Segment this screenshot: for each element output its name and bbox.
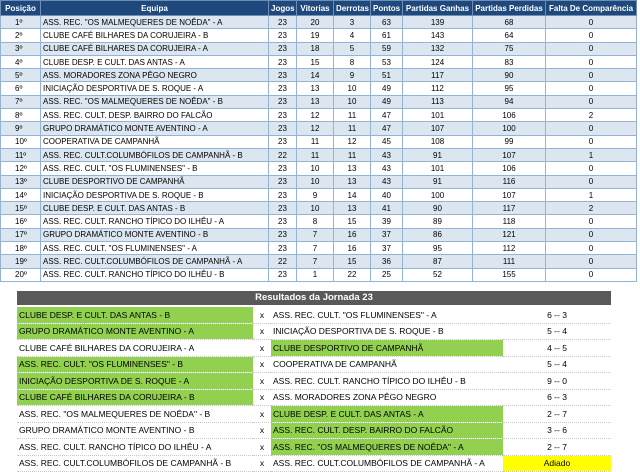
row-matches-won: 91 [403, 148, 473, 161]
row-team: CLUBE DESP. E CULT. DAS ANTAS - A [41, 55, 269, 68]
row-games: 22 [269, 255, 297, 268]
row-forfeits: 0 [546, 242, 637, 255]
row-team: COOPERATIVA DE CAMPANHÃ [41, 135, 269, 148]
row-games: 23 [269, 16, 297, 29]
row-wins: 1 [297, 268, 334, 281]
row-matches-lost: 64 [473, 29, 546, 42]
row-games: 23 [269, 42, 297, 55]
match-separator: x [253, 406, 271, 423]
row-forfeits: 0 [546, 175, 637, 188]
row-losses: 12 [334, 135, 371, 148]
match-score: 4 -- 5 [503, 340, 611, 357]
row-games: 23 [269, 82, 297, 95]
row-points: 59 [371, 42, 403, 55]
match-away-team: ASS. MORADORES ZONA PÊGO NEGRO [271, 389, 503, 406]
row-team: ASS. REC. CULT.COLUMBÓFILOS DE CAMPANHÃ - A [41, 255, 269, 268]
row-points: 45 [371, 135, 403, 148]
row-position: 13º [1, 175, 41, 188]
row-position: 15º [1, 202, 41, 215]
row-points: 61 [371, 29, 403, 42]
row-losses: 11 [334, 122, 371, 135]
match-home-team: ASS. REC. CULT. "OS FLUMINENSES" - B [17, 356, 253, 373]
row-wins: 10 [297, 202, 334, 215]
match-home-team: CLUBE DESP. E CULT. DAS ANTAS - B [17, 307, 253, 323]
row-matches-lost: 118 [473, 215, 546, 228]
standings-row [1, 135, 637, 148]
row-matches-lost: 68 [473, 16, 546, 29]
row-wins: 8 [297, 215, 334, 228]
row-points: 43 [371, 175, 403, 188]
row-matches-won: 113 [403, 95, 473, 108]
match-row [17, 406, 611, 423]
row-games: 23 [269, 135, 297, 148]
results-table [17, 307, 611, 472]
row-games: 23 [269, 215, 297, 228]
row-matches-lost: 100 [473, 122, 546, 135]
row-wins: 12 [297, 122, 334, 135]
match-home-team: INICIAÇÃO DESPORTIVA DE S. ROQUE - A [17, 373, 253, 390]
row-losses: 13 [334, 202, 371, 215]
row-team: ASS. REC. "OS MALMEQUERES DE NOÊDA" - B [41, 95, 269, 108]
row-matches-won: 90 [403, 202, 473, 215]
match-home-team: ASS. REC. CULT. RANCHO TÍPICO DO ILHÊU - A [17, 439, 253, 456]
row-points: 37 [371, 228, 403, 241]
row-matches-won: 117 [403, 69, 473, 82]
row-games: 23 [269, 69, 297, 82]
row-position: 14º [1, 188, 41, 201]
row-position: 20º [1, 268, 41, 281]
standings-row [1, 29, 637, 42]
match-home-team: CLUBE CAFÉ BILHARES DA CORUJEIRA - B [17, 389, 253, 406]
row-position: 11º [1, 148, 41, 161]
match-away-team: COOPERATIVA DE CAMPANHÃ [271, 356, 503, 373]
standings-row [1, 148, 637, 161]
match-separator: x [253, 340, 271, 357]
row-matches-lost: 94 [473, 95, 546, 108]
row-wins: 18 [297, 42, 334, 55]
row-forfeits: 0 [546, 122, 637, 135]
match-home-team: ASS. REC. "OS MALMEQUERES DE NOÊDA" - B [17, 406, 253, 423]
row-team: ASS. REC. CULT. "OS FLUMINENSES" - A [41, 242, 269, 255]
row-matches-lost: 155 [473, 268, 546, 281]
col-header-losses: Derrotas [334, 1, 371, 16]
row-matches-won: 95 [403, 242, 473, 255]
row-losses: 3 [334, 16, 371, 29]
row-position: 16º [1, 215, 41, 228]
row-team: ASS. REC. CULT. RANCHO TÍPICO DO ILHÊU - A [41, 215, 269, 228]
row-position: 3º [1, 42, 41, 55]
match-score: 3 -- 6 [503, 422, 611, 439]
row-matches-won: 139 [403, 16, 473, 29]
row-position: 8º [1, 109, 41, 122]
col-header-team: Equipa [41, 1, 269, 16]
row-matches-won: 108 [403, 135, 473, 148]
row-losses: 13 [334, 175, 371, 188]
row-forfeits: 0 [546, 215, 637, 228]
standings-row [1, 122, 637, 135]
row-matches-lost: 116 [473, 175, 546, 188]
row-games: 23 [269, 202, 297, 215]
match-away-team: INICIAÇÃO DESPORTIVA DE S. ROQUE - B [271, 323, 503, 340]
row-team: GRUPO DRAMÁTICO MONTE AVENTINO - B [41, 228, 269, 241]
row-team: ASS. REC. CULT. DESP. BAIRRO DO FALCÃO [41, 109, 269, 122]
row-position: 2º [1, 29, 41, 42]
row-forfeits: 1 [546, 148, 637, 161]
row-forfeits: 0 [546, 69, 637, 82]
row-team: ASS. MORADORES ZONA PÊGO NEGRO [41, 69, 269, 82]
row-matches-won: 124 [403, 55, 473, 68]
standings-row [1, 268, 637, 281]
match-row [17, 389, 611, 406]
row-games: 23 [269, 228, 297, 241]
match-score: 9 -- 0 [503, 373, 611, 390]
row-position: 18º [1, 242, 41, 255]
row-games: 23 [269, 55, 297, 68]
row-losses: 11 [334, 148, 371, 161]
match-home-team: GRUPO DRAMÁTICO MONTE AVENTINO - A [17, 323, 253, 340]
row-games: 22 [269, 148, 297, 161]
standings-row [1, 255, 637, 268]
row-matches-won: 101 [403, 109, 473, 122]
match-away-team: CLUBE DESPORTIVO DE CAMPANHÃ [271, 340, 503, 357]
row-team: ASS. REC. CULT.COLUMBÓFILOS DE CAMPANHÃ - B [41, 148, 269, 161]
row-points: 51 [371, 69, 403, 82]
row-matches-lost: 106 [473, 109, 546, 122]
row-forfeits: 0 [546, 16, 637, 29]
row-points: 49 [371, 82, 403, 95]
row-matches-lost: 107 [473, 148, 546, 161]
row-points: 47 [371, 109, 403, 122]
row-losses: 9 [334, 69, 371, 82]
standings-row [1, 202, 637, 215]
row-team: ASS. REC. CULT. "OS FLUMINENSES" - B [41, 162, 269, 175]
row-wins: 9 [297, 188, 334, 201]
row-matches-won: 89 [403, 215, 473, 228]
row-team: INICIAÇÃO DESPORTIVA DE S. ROQUE - A [41, 82, 269, 95]
row-wins: 19 [297, 29, 334, 42]
row-points: 25 [371, 268, 403, 281]
row-matches-lost: 112 [473, 242, 546, 255]
row-position: 10º [1, 135, 41, 148]
row-wins: 10 [297, 162, 334, 175]
row-wins: 14 [297, 69, 334, 82]
results-title: Resultados da Jornada 23 [17, 291, 611, 305]
row-points: 39 [371, 215, 403, 228]
row-matches-won: 87 [403, 255, 473, 268]
col-header-matches-won: Partidas Ganhas [403, 1, 473, 16]
match-score: Adiado [503, 455, 611, 472]
row-matches-won: 52 [403, 268, 473, 281]
standings-row [1, 55, 637, 68]
row-points: 47 [371, 122, 403, 135]
col-header-points: Pontos [371, 1, 403, 16]
row-losses: 5 [334, 42, 371, 55]
row-wins: 15 [297, 55, 334, 68]
match-separator: x [253, 455, 271, 472]
row-matches-won: 91 [403, 175, 473, 188]
row-matches-won: 107 [403, 122, 473, 135]
match-score: 5 -- 4 [503, 356, 611, 373]
row-losses: 4 [334, 29, 371, 42]
row-team: CLUBE DESPORTIVO DE CAMPANHÃ [41, 175, 269, 188]
match-score: 2 -- 7 [503, 406, 611, 423]
row-wins: 13 [297, 82, 334, 95]
row-wins: 10 [297, 175, 334, 188]
row-wins: 11 [297, 135, 334, 148]
row-matches-won: 86 [403, 228, 473, 241]
row-points: 40 [371, 188, 403, 201]
match-row [17, 422, 611, 439]
row-team: INICIAÇÃO DESPORTIVA DE S. ROQUE - B [41, 188, 269, 201]
standings-row [1, 16, 637, 29]
match-home-team: ASS. REC. CULT.COLUMBÓFILOS DE CAMPANHÃ - B [17, 455, 253, 472]
row-games: 23 [269, 122, 297, 135]
row-forfeits: 0 [546, 42, 637, 55]
row-wins: 7 [297, 255, 334, 268]
standings-row [1, 95, 637, 108]
standings-row [1, 228, 637, 241]
row-points: 49 [371, 95, 403, 108]
row-position: 9º [1, 122, 41, 135]
row-position: 1º [1, 16, 41, 29]
row-losses: 16 [334, 242, 371, 255]
standings-header-row [1, 1, 637, 16]
row-wins: 7 [297, 228, 334, 241]
match-separator: x [253, 356, 271, 373]
match-row [17, 455, 611, 472]
row-matches-lost: 75 [473, 42, 546, 55]
row-matches-won: 101 [403, 162, 473, 175]
row-matches-won: 112 [403, 82, 473, 95]
match-home-team: CLUBE CAFÉ BILHARES DA CORUJEIRA - A [17, 340, 253, 357]
standings-row [1, 242, 637, 255]
row-games: 23 [269, 188, 297, 201]
match-separator: x [253, 307, 271, 323]
row-points: 63 [371, 16, 403, 29]
row-forfeits: 0 [546, 55, 637, 68]
row-forfeits: 0 [546, 268, 637, 281]
row-points: 36 [371, 255, 403, 268]
row-points: 43 [371, 162, 403, 175]
row-position: 5º [1, 69, 41, 82]
row-team: GRUPO DRAMÁTICO MONTE AVENTINO - A [41, 122, 269, 135]
col-header-wins: Vitorias [297, 1, 334, 16]
col-header-games: Jogos [269, 1, 297, 16]
row-losses: 10 [334, 82, 371, 95]
row-points: 41 [371, 202, 403, 215]
row-forfeits: 2 [546, 109, 637, 122]
match-separator: x [253, 389, 271, 406]
row-wins: 20 [297, 16, 334, 29]
standings-row [1, 42, 637, 55]
row-wins: 7 [297, 242, 334, 255]
row-losses: 11 [334, 109, 371, 122]
row-forfeits: 1 [546, 188, 637, 201]
row-losses: 15 [334, 215, 371, 228]
standings-row [1, 109, 637, 122]
match-row [17, 356, 611, 373]
row-position: 6º [1, 82, 41, 95]
match-score: 2 -- 7 [503, 439, 611, 456]
match-away-team: CLUBE DESP. E CULT. DAS ANTAS - A [271, 406, 503, 423]
row-position: 4º [1, 55, 41, 68]
row-matches-won: 132 [403, 42, 473, 55]
standings-row [1, 69, 637, 82]
row-team: ASS. REC. CULT. RANCHO TÍPICO DO ILHÊU - B [41, 268, 269, 281]
row-matches-won: 143 [403, 29, 473, 42]
match-score: 6 -- 3 [503, 307, 611, 323]
row-games: 23 [269, 109, 297, 122]
row-matches-won: 100 [403, 188, 473, 201]
row-forfeits: 0 [546, 135, 637, 148]
row-losses: 15 [334, 255, 371, 268]
row-wins: 12 [297, 109, 334, 122]
row-forfeits: 0 [546, 255, 637, 268]
row-losses: 10 [334, 95, 371, 108]
row-team: CLUBE CAFÉ BILHARES DA CORUJEIRA - B [41, 29, 269, 42]
row-games: 23 [269, 175, 297, 188]
match-row [17, 340, 611, 357]
match-separator: x [253, 422, 271, 439]
row-losses: 14 [334, 188, 371, 201]
standings-row [1, 175, 637, 188]
match-away-team: ASS. REC. "OS MALMEQUERES DE NOÊDA" - A [271, 439, 503, 456]
row-forfeits: 0 [546, 228, 637, 241]
match-away-team: ASS. REC. CULT. DESP. BAIRRO DO FALCÃO [271, 422, 503, 439]
row-forfeits: 2 [546, 202, 637, 215]
row-team: ASS. REC. "OS MALMEQUERES DE NOÊDA" - A [41, 16, 269, 29]
row-position: 12º [1, 162, 41, 175]
match-away-team: ASS. REC. CULT. "OS FLUMINENSES" - A [271, 307, 503, 323]
row-points: 53 [371, 55, 403, 68]
row-forfeits: 0 [546, 95, 637, 108]
match-away-team: ASS. REC. CULT. RANCHO TÍPICO DO ILHÊU - B [271, 373, 503, 390]
row-team: CLUBE DESP. E CULT. DAS ANTAS - B [41, 202, 269, 215]
row-games: 23 [269, 29, 297, 42]
row-games: 23 [269, 242, 297, 255]
row-matches-lost: 111 [473, 255, 546, 268]
row-losses: 16 [334, 228, 371, 241]
match-separator: x [253, 323, 271, 340]
row-forfeits: 0 [546, 82, 637, 95]
row-matches-lost: 95 [473, 82, 546, 95]
match-away-team: ASS. REC. CULT.COLUMBÓFILOS DE CAMPANHÃ - A [271, 455, 503, 472]
col-header-forfeits: Falta De Comparência [546, 1, 637, 16]
match-row [17, 323, 611, 340]
row-losses: 8 [334, 55, 371, 68]
row-forfeits: 0 [546, 29, 637, 42]
standings-row [1, 162, 637, 175]
match-separator: x [253, 373, 271, 390]
row-team: CLUBE CAFÉ BILHARES DA CORUJEIRA - A [41, 42, 269, 55]
match-row [17, 307, 611, 323]
standings-row [1, 82, 637, 95]
col-header-position: Posição [1, 1, 41, 16]
row-position: 17º [1, 228, 41, 241]
row-matches-lost: 106 [473, 162, 546, 175]
match-separator: x [253, 439, 271, 456]
match-row [17, 439, 611, 456]
row-position: 19º [1, 255, 41, 268]
row-wins: 13 [297, 95, 334, 108]
standings-row [1, 188, 637, 201]
match-score: 5 -- 4 [503, 323, 611, 340]
col-header-matches-lost: Partidas Perdidas [473, 1, 546, 16]
match-score: 6 -- 3 [503, 389, 611, 406]
row-matches-lost: 117 [473, 202, 546, 215]
row-points: 43 [371, 148, 403, 161]
row-wins: 11 [297, 148, 334, 161]
row-points: 37 [371, 242, 403, 255]
row-losses: 13 [334, 162, 371, 175]
row-matches-lost: 99 [473, 135, 546, 148]
standings-row [1, 215, 637, 228]
match-row [17, 373, 611, 390]
row-matches-lost: 107 [473, 188, 546, 201]
row-matches-lost: 121 [473, 228, 546, 241]
row-losses: 22 [334, 268, 371, 281]
row-games: 23 [269, 162, 297, 175]
row-forfeits: 0 [546, 162, 637, 175]
row-games: 23 [269, 95, 297, 108]
row-matches-lost: 90 [473, 69, 546, 82]
row-position: 7º [1, 95, 41, 108]
row-games: 23 [269, 268, 297, 281]
match-home-team: GRUPO DRAMÁTICO MONTE AVENTINO - B [17, 422, 253, 439]
row-matches-lost: 83 [473, 55, 546, 68]
